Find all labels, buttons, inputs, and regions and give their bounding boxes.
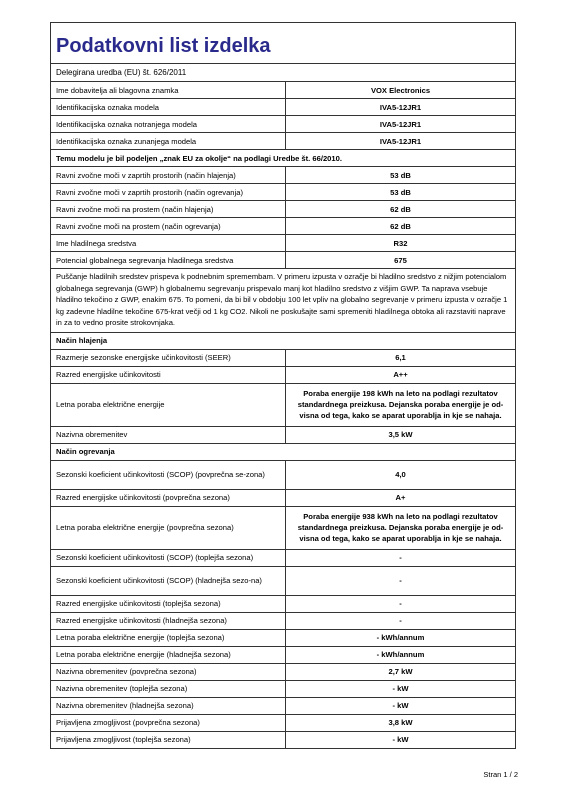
row-label: Razred energijske učinkovitosti xyxy=(51,366,286,383)
table-row xyxy=(51,663,515,680)
ecolabel-note: Temu modelu je bil podeljen „znak EU za okolje“ na podlagi Uredbe št. 66/2010. xyxy=(51,150,515,167)
row-label: Sezonski koeficient učinkovitosti (SCOP) (hladnejša sezo-na) xyxy=(51,566,286,595)
row-value: VOX Electronics xyxy=(286,82,516,99)
title-box xyxy=(51,23,515,64)
table-row xyxy=(51,235,515,252)
row-label: Ime dobavitelja ali blagovna znamka xyxy=(51,82,286,99)
table-row xyxy=(51,218,515,235)
table-row xyxy=(51,201,515,218)
row-label: Ime hladilnega sredstva xyxy=(51,235,286,252)
row-label: Prijavljena zmogljivost (toplejša sezona) xyxy=(51,731,286,748)
row-value: IVA5-12JR1 xyxy=(286,99,516,116)
row-value: 6,1 xyxy=(286,349,516,366)
row-value: Poraba energije 938 kWh na leto na podlagi rezultatov standardnega preizkusa. Dejanska poraba energije je od-visna od tega, kako se aparat uporablja in kje se nahaja. xyxy=(286,506,516,549)
table-row xyxy=(51,82,515,99)
row-label: Ravni zvočne moči v zaprtih prostorih (način hlajenja) xyxy=(51,167,286,184)
row-value: 62 dB xyxy=(286,201,516,218)
table-row xyxy=(51,366,515,383)
row-label: Nazivna obremenitev (povprečna sezona) xyxy=(51,663,286,680)
page-title: Podatkovni list izdelka xyxy=(56,35,271,57)
row-label: Letna poraba električne energije (hladnejša sezona) xyxy=(51,646,286,663)
table-row xyxy=(51,349,515,366)
table-row xyxy=(51,383,515,426)
row-value: IVA5-12JR1 xyxy=(286,133,516,150)
row-value: - xyxy=(286,612,516,629)
table-row xyxy=(51,646,515,663)
row-value: - xyxy=(286,549,516,566)
table-row xyxy=(51,426,515,443)
row-label: Sezonski koeficient učinkovitosti (SCOP) (toplejša sezona) xyxy=(51,549,286,566)
row-value: Poraba energije 198 kWh na leto na podlagi rezultatov standardnega preizkusa. Dejanska poraba energije je od-visna od tega, kako se aparat uporablja in kje se nahaja. xyxy=(286,383,516,426)
refrigerant-paragraph: Puščanje hladilnih sredstev prispeva k podnebnim spremembam. V primeru izpusta v ozračje bi hladilno sredstvo z nižjim potencialom globalnega segrevanja (GWP) h globalnemu segrevanju prispevalo manj kot hladilno sredstvo z višjim GWP. Ta naprava vsebuje hladilno tekočino z GWP, enakim 675. To pomeni, da bi bil v obdobju 100 let vpliv na globalno segrevanje v primeru izpusta v ozračje 1 kg zadevne hladilne tekočine 675-krat večji od 1 kg CO2. Nikoli ne poskušajte sami spremeniti hladilnega obtoka ali razstaviti naprave in za to vedno prosite strokovnjaka. xyxy=(51,269,515,333)
table-row xyxy=(51,460,515,489)
row-label: Razred energijske učinkovitosti (toplejša sezona) xyxy=(51,595,286,612)
row-value: - kW xyxy=(392,735,409,745)
table-row xyxy=(51,99,515,116)
row-value: IVA5-12JR1 xyxy=(286,116,516,133)
row-label: Ravni zvočne moči v zaprtih prostorih (način ogrevanja) xyxy=(51,184,286,201)
table-row xyxy=(51,566,515,595)
row-value: 3,5 kW xyxy=(286,426,516,443)
row-value: R32 xyxy=(286,235,516,252)
row-label: Ravni zvočne moči na prostem (način ogrevanja) xyxy=(51,218,286,235)
data-table xyxy=(51,82,515,748)
row-value: - kWh/annum xyxy=(286,629,516,646)
row-label: Nazivna obremenitev (hladnejša sezona) xyxy=(51,697,286,714)
table-row xyxy=(51,506,515,549)
row-label: Ravni zvočne moči na prostem (način hlajenja) xyxy=(51,201,286,218)
regulation-reference: Delegirana uredba (EU) št. 626/2011 xyxy=(51,64,515,82)
row-value: 2,7 kW xyxy=(286,663,516,680)
table-row xyxy=(51,443,515,460)
cooling-heading: Način hlajenja xyxy=(51,332,515,349)
heating-heading: Način ogrevanja xyxy=(51,443,515,460)
row-label: Identifikacijska oznaka notranjega modela xyxy=(51,116,286,133)
table-row xyxy=(51,697,515,714)
table-row xyxy=(51,714,515,731)
row-value: - xyxy=(286,595,516,612)
row-label: Potencial globalnega segrevanja hladilnega sredstva xyxy=(51,252,286,269)
row-label: Sezonski koeficient učinkovitosti (SCOP) (povprečna se-zona) xyxy=(51,460,286,489)
row-value: 53 dB xyxy=(286,184,516,201)
row-value: A++ xyxy=(286,366,516,383)
table-row xyxy=(51,731,515,748)
row-value: 62 dB xyxy=(286,218,516,235)
table-row xyxy=(51,549,515,566)
row-value: 4,0 xyxy=(286,460,516,489)
row-label: Razred energijske učinkovitosti (hladnejša sezona) xyxy=(51,612,286,629)
row-label: Letna poraba električne energije (povprečna sezona) xyxy=(51,506,286,549)
table-row xyxy=(51,332,515,349)
row-value: 3,8 kW xyxy=(286,714,516,731)
row-value: - kWh/annum xyxy=(286,646,516,663)
row-label: Identifikacijska oznaka zunanjega modela xyxy=(51,133,286,150)
row-label: Prijavljena zmogljivost (povprečna sezona) xyxy=(51,714,286,731)
table-row xyxy=(51,184,515,201)
table-row xyxy=(51,269,515,333)
row-value: - kW xyxy=(286,697,516,714)
table-row xyxy=(51,680,515,697)
row-label: Letna poraba električne energije xyxy=(51,383,286,426)
table-row xyxy=(51,167,515,184)
table-row xyxy=(51,116,515,133)
table-row xyxy=(51,252,515,269)
row-label: Identifikacijska oznaka modela xyxy=(51,99,286,116)
row-label: Razmerje sezonske energijske učinkovitosti (SEER) xyxy=(51,349,286,366)
row-label: Nazivna obremenitev (toplejša sezona) xyxy=(51,680,286,697)
table-row xyxy=(51,612,515,629)
table-row xyxy=(51,629,515,646)
table-row xyxy=(51,133,515,150)
row-value: - xyxy=(286,566,516,595)
row-value: - kW xyxy=(286,680,516,697)
product-data-sheet xyxy=(50,22,516,749)
row-label: Razred energijske učinkovitosti (povprečna sezona) xyxy=(51,489,286,506)
table-row xyxy=(51,150,515,167)
table-row xyxy=(51,595,515,612)
row-label: Nazivna obremenitev xyxy=(51,426,286,443)
row-value: A+ xyxy=(286,489,516,506)
table-row xyxy=(51,489,515,506)
page-number: Stran 1 / 2 xyxy=(483,770,518,779)
row-value: 675 xyxy=(286,252,516,269)
row-value: 53 dB xyxy=(286,167,516,184)
row-label: Letna poraba električne energije (toplejša sezona) xyxy=(51,629,286,646)
